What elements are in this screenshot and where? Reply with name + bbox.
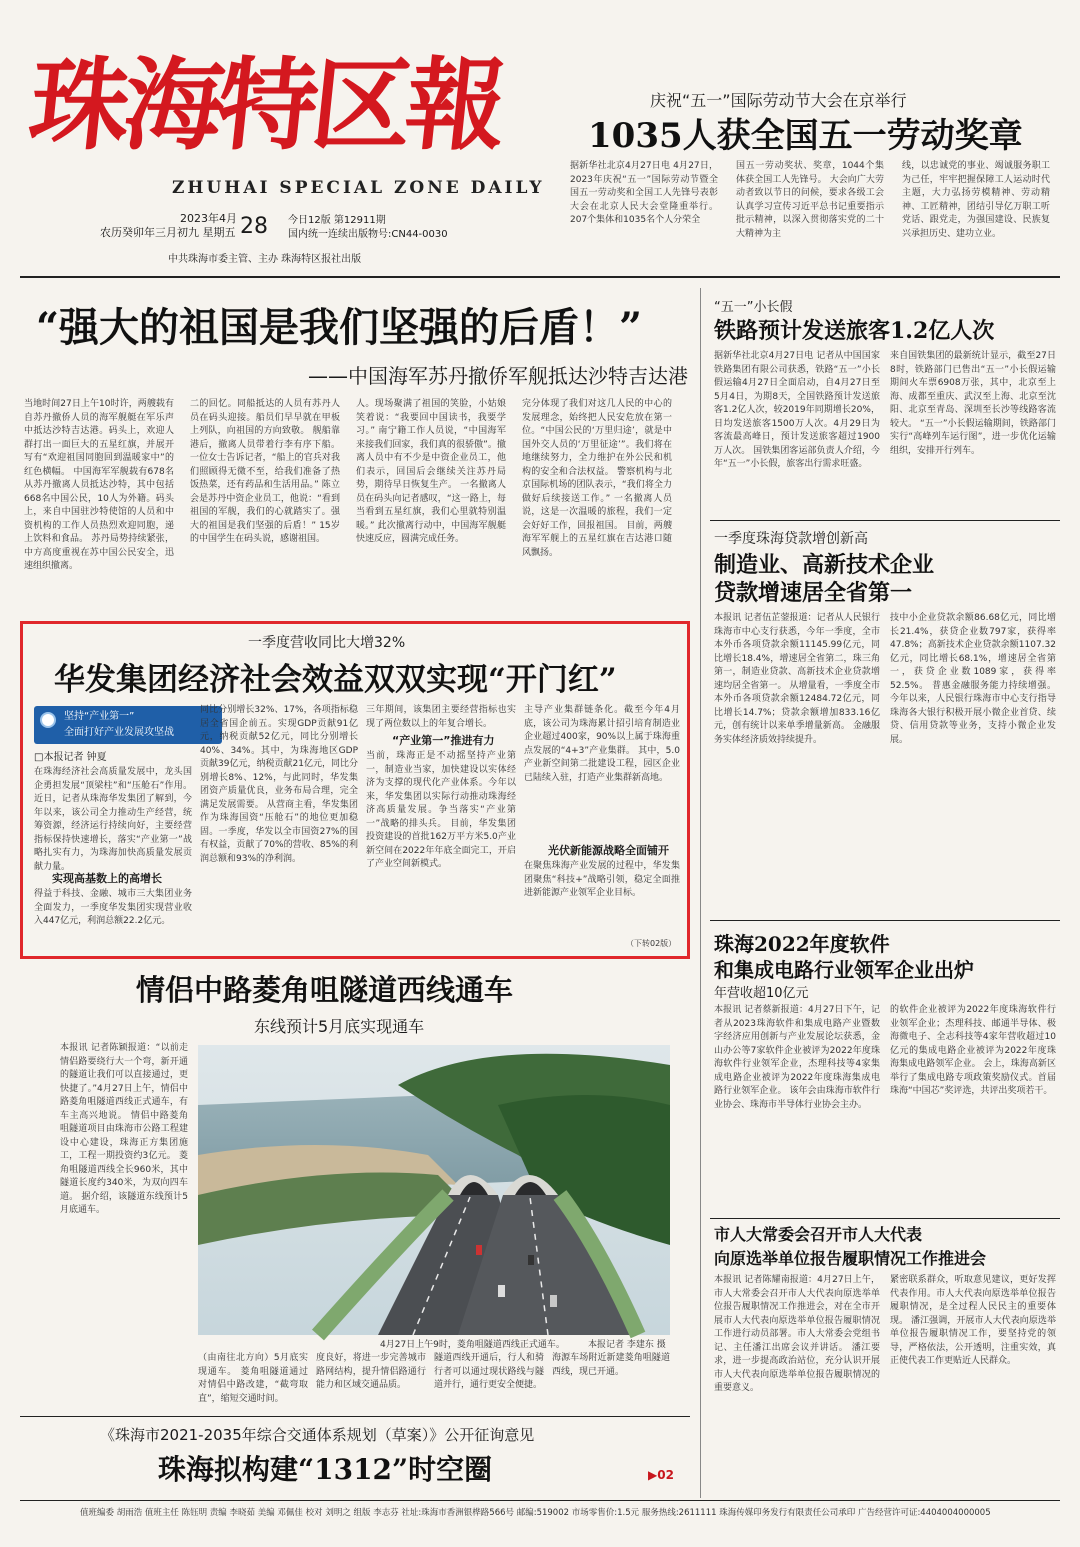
software-divider [710, 1218, 1060, 1219]
huafa-column-1b: 得益于科技、金融、城市三大集团业务全面发力，一季度华发集团实现营业收入447亿元，利润总额22.2亿元。 [34, 889, 192, 926]
holiday-kicker: “五一”小长假 [714, 300, 793, 315]
lead-column-2: 二的回忆。同船抵达的人员有苏丹人员在码头迎接。船员们早早就在甲板上列队，向祖国的方向致敬。 舰船靠港后，撤离人员带着行李有序下船。一位女士告诉记者，“船上的官兵对我们照顾得无微不至，给我们准备了热饭热菜，还有药品和生活用品。” 陈立会是苏丹中资企业员工，他说：“看到祖国的军舰，我们的心就踏实了。强大的祖国是我们坚强的后盾！” 15岁的中国学生在码头说，感谢祖国。 [190, 399, 340, 544]
huafa-headline[interactable]: 华发集团经济社会效益双双实现“开门红” [54, 662, 617, 698]
software-column-1: 本报讯 记者蔡新报道：4月27日下午，记者从2023珠海软件和集成电路产业暨数字经济应用创新与产业发展论坛获悉，金山办公等7家软件企业被评为2022年度珠海软件行业领军企业，杰理科技等4家集成电路企业被评为2022年度珠海集成电路行业领军企业。 该年会由珠海市软件行业协会、珠海市半导体行业协会主办。 [714, 1005, 880, 1110]
transport-divider [20, 1416, 690, 1417]
loan-column-2: 技中小企业贷款余额86.68亿元，同比增长21.4%，获贷企业数797家，获得率47.8%；高新技术企业贷款余额1107.32亿元，同比增长68.1%，增速居全省第一，获贷企业数1089家，获得率52.5%。 普惠金融服务能力持续增强。今年以来，人民银行珠海市中心支行指导珠海各大银行积极开展小微企业首贷、续贷、信用贷款等业务，支持小微企业发展。 [890, 613, 1056, 745]
tunnel-bottom-4: 海源车场附近新建菱角咀隧道西线，现已开通。 [552, 1353, 670, 1377]
labor-kicker: 庆祝“五一”国际劳动节大会在京举行 [650, 91, 907, 110]
labor-headline[interactable]: 1035人获全国五一劳动奖章 [588, 116, 1023, 156]
tunnel-photo [198, 1045, 670, 1335]
lead-headline[interactable]: “强大的祖国是我们坚强的后盾！” [36, 304, 643, 351]
npc-column-1: 本报讯 记者陈耀南报道：4月27日上午，市人大常委会召开市人大代表向原选举单位报告履职情况工作推进会，对在全市开展市人大代表向原选举单位报告履职情况工作进行动员部署。市人大常委会党组书记、主任潘江出席会议并讲话。 潘江要求，进一步提高政治站位，充分认识开展市人大代表向原选举单位报告履职情况的重要意义。 [714, 1275, 880, 1393]
tunnel-subhead: 东线预计5月底实现通车 [254, 1017, 425, 1036]
labor-column-1: 据新华社北京4月27日电 4月27日，2023年庆祝“五一”国际劳动节暨全国五一劳动奖和全国工人先锋号表彰大会在北京人民大会堂隆重举行。 207个集体和1035名个人分荣全 [570, 161, 718, 225]
huafa-continue[interactable]: （下转02版） [626, 939, 677, 948]
masthead-lunar: 农历癸卯年三月初九 星期五 [100, 226, 236, 239]
globe-icon [40, 712, 56, 728]
huafa-column-1: 在珠海经济社会高质量发展中，龙头国企勇担发展“顶梁柱”和“压舱石”作用。近日，记者从珠海华发集团了解到，今年以来，该公司全力推动生产经营，统筹资源，经济运行持续向好，主要经营指标保持快速增长，落实“产业第一”战略扎实有力，为珠海加快高质量发展贡献力量。 [34, 767, 192, 872]
masthead-code: 国内统一连续出版物号:CN44-0030 [288, 229, 448, 240]
masthead-english: ZHUHAI SPECIAL ZONE DAILY [172, 178, 545, 198]
tunnel-bottom-3: 隧道西线开通后，行人和骑行者可以通过现状路线与隧道并行，通行更安全便捷。 [434, 1353, 544, 1390]
transport-kicker: 《珠海市2021-2035年综合交通体系规划（草案）》公开征询意见 [100, 1426, 535, 1444]
huafa-column-4: 主导产业集群链条化。截至今年4月底，该公司为珠海累计招引培育制造业企业超过400家，90%以上属于珠海重点发展的“4+3”产业集群。 其中，5.0产业新空间第二批建设工程，园区企业已陆续入驻，打造产业集群新高地。 [524, 705, 680, 783]
huafa-column-3b: 当前，珠海正是不动摇坚持产业第一，制造业当家，加快建设以实体经济为支撑的现代化产业体系。今年以来，华发集团以实际行动推动珠海经济高质量发展。争当落实“产业第一”战略的排头兵。 目前，华发集团投资建设的首批162万平方米5.0产业新空间在2022年年底全面完工，开启了产业空间新模式。 [366, 751, 516, 869]
masthead-org: 中共珠海市委主管、主办 珠海特区报社出版 [168, 254, 362, 265]
masthead-logo: 珠海特区報 [23, 46, 507, 164]
holiday-divider [710, 520, 1060, 521]
tunnel-photo-caption: 4月27日上午9时，菱角咀隧道西线正式通车。 [380, 1340, 565, 1350]
masthead-pages: 今日12版 第12911期 [288, 215, 386, 226]
tunnel-headline[interactable]: 情侣中路菱角咀隧道西线通车 [136, 973, 514, 1007]
loan-kicker: 一季度珠海贷款增创新高 [714, 531, 868, 547]
software-headline-1[interactable]: 珠海2022年度软件 [714, 932, 890, 956]
masthead-divider [20, 276, 1060, 278]
loan-headline-2[interactable]: 贷款增速居全省第一 [714, 580, 913, 606]
huafa-column-4b: 在聚焦珠海产业发展的过程中，华发集团聚焦“科技+”战略引领，稳定全面推进新能源产业领军企业目标。 [524, 861, 680, 898]
holiday-column-1: 据新华社北京4月27日电 记者从中国国家铁路集团有限公司获悉，铁路“五一”小长假运输4月27日全面启动，自4月27日至5月4日，为期8天，全国铁路预计发送旅客1.2亿人次，较2019年同期增长20%，日均发送旅客1500万人次。4月29日为客流最高峰日，预计发送旅客超过1900万人次。 国铁集团客运部负责人介绍，今年“五一”小长假，旅客出行需求旺盛。 [714, 351, 880, 469]
loan-column-1: 本报讯 记者伍芷蓥报道：记者从人民银行珠海市中心支行获悉，今年一季度，全市本外币各项贷款余额11145.99亿元，同比增长18.4%，增速居全省第二，珠三角第一，制造业贷款、高新技术企业贷款增速均居全省第一。 从增量看，一季度全市本外币各项贷款余额12484.72亿元，同比增长14.7%；贷款余额增加833.16亿元，创有统计以来单季增量新高。 金融服务实体经济质效持续提升。 [714, 613, 880, 745]
huafa-subhead-3: 光伏新能源战略全面铺开 [548, 844, 669, 857]
huafa-subhead-2: “产业第一”推进有力 [392, 734, 495, 747]
huafa-section-badge [34, 706, 222, 744]
tunnel-photo-illustration [198, 1045, 670, 1335]
footer-credits: 值班编委 胡雨浩 值班主任 陈钰明 责编 李晓茹 美编 邓佩佳 校对 刘明之 组版 李志芬 社址:珠海市香洲银桦路566号 邮编:519002 市场零售价:1.5元 服务热线:2611111 珠海传媒印务发行有限责任公司承印 广告经营许可证:4404004000005 [80, 1508, 991, 1518]
masthead-date: 2023年4月 [180, 212, 237, 225]
software-column-2: 的软件企业被评为2022年度珠海软件行业领军企业；杰理科技、邮通半导体、极海微电子、全志科技等4家年营收超过10亿元的集成电路企业被评为2022年度珠海集成电路领军企业。 会上，珠海高新区举行了集成电路专项政策奖励仪式。首届珠海“中国芯”奖评选，共评出奖项若干。 [890, 1005, 1056, 1096]
transport-headline[interactable]: 珠海拟构建“1312”时空圈 [158, 1453, 493, 1486]
tunnel-column-1: 本报讯 记者陈颖报道：“以前走情侣路要绕行大一个弯，新开通的隧道让我们可以直接通过，更快捷了。”4月27日上午，情侣中路菱角咀隧道西线正式通车，有车主高兴地说。 情侣中路菱角咀隧道项目由珠海市公路工程建设中心建设，珠海正方集团施工，工程一期投资约3亿元。 菱角咀隧道西线全长960米，其中隧道长度约340米，为双向四车道。 据介绍，该隧道东线预计5月底通车。 [60, 1043, 188, 1215]
transport-page-link[interactable]: ▶02 [648, 1468, 674, 1482]
huafa-badge-line-2: 全面打好产业发展攻坚战 [64, 727, 174, 738]
tunnel-bottom-1: （由南往北方向）5月底实现通车。 菱角咀隧道通过对情侣中路改建，“截弯取直”，缩短交通时间。 [198, 1353, 308, 1404]
loan-headline-1[interactable]: 制造业、高新技术企业 [714, 552, 935, 578]
masthead-issue-block [288, 214, 448, 242]
npc-column-2: 紧密联系群众，听取意见建议，更好发挥代表作用。市人大代表向原选举单位报告履职情况，是全过程人民民主的重要体现。 潘江强调，开展市人大代表向原选举单位报告履职情况工作，要坚持党的领导，严格依法，公开透明，注重实效，真正使代表工作更贴近人民群众。 [890, 1275, 1056, 1366]
npc-headline-1[interactable]: 市人大常委会召开市人大代表 [714, 1225, 923, 1244]
lead-column-4: 完分体现了我们对这几人民的中心的发展理念，始终把人民安危放在第一位。“中国公民的‘万里归途’，就是中国外交人员的‘万里征途’”。我们将在地继续努力，全力维护在外公民和机构的安全和合法权益。 警察机构与北京国际机场的团队表示，“我们将全力做好后续接送工作。” 一名撤离人员说，这是一次温暖的旅程，我们一定会好好工作，回报祖国。 目前，两艘海军军舰上的五星红旗在吉达港口随风飘扬。 [522, 399, 672, 558]
labor-column-2: 国五一劳动奖状、奖章，1044个集体获全国工人先锋号。 大会向广大劳动者致以节日的问候，要求各级工会认真学习宣传习近平总书记重要指示批示精神，以深入贯彻落实党的二十大精神为主 [736, 161, 884, 239]
huafa-subhead-1: 实现高基数上的高增长 [52, 872, 162, 885]
huafa-badge-line-1: 坚持“产业第一” [64, 711, 135, 722]
footer-divider [20, 1500, 1060, 1501]
huafa-kicker: 一季度营收同比大增32% [248, 635, 406, 651]
lead-column-3: 人。现场聚满了祖国的笑脸，小姑娘笑着说：“我要回中国读书，我要学习。” 南宁籍工作人员说，“中国海军来接我们回家，我们真的很骄傲”。撤离人员中有不少是中资企业员工，他们表示，回国后会继续关注苏丹局势，期待早日恢复生产。 一名撤离人员在码头向记者感叹，“这一路上，每当看到五星红旗，我们心里就特别温暖。” 此次撤离行动中，中国海军舰艇快速反应，圆满完成任务。 [356, 399, 506, 544]
huafa-byline: □本报记者 钟夏 [34, 752, 107, 763]
huafa-column-3: 三年期间，该集团主要经营指标也实现了两位数以上的年复合增长。 [366, 705, 516, 729]
loan-divider [710, 920, 1060, 921]
huafa-column-2: 同比分别增长32%、17%，各项指标稳居全省国企前五。实现GDP贡献91亿元，纳税贡献52亿元，同比分别增长40%、34%。其中，为珠海地区GDP贡献39亿元，纳税贡献21亿元，同比分别增长8%、12%，与此同时，华发集团资产质量优良，业务布局合理，完全满足发展需要。 从营商主看，华发集团作为珠海国资“压舱石”的地位更加稳固。一季度，华发以全市国资27%的国有权益，贡献了70%的营收、85%的利润总额和93%的净利润。 [200, 705, 358, 864]
masthead-date-block [100, 212, 237, 240]
lead-subhead: ——中国海军苏丹撤侨军舰抵达沙特吉达港 [308, 364, 688, 388]
masthead-day: 28 [240, 214, 268, 239]
lead-column-1: 当地时间27日上午10时许，两艘载有自苏丹撤侨人员的海军舰艇在军乐声中抵达沙特吉达港。码头上，欢迎人群打出一面巨大的五星红旗，并展开写有“欢迎祖国同胞回到温暖家中”的红色横幅。 中国海军军舰载有678名从苏丹撤离人员抵达沙特，其中包括668名中国公民，10人为外籍。码头上，来自中国驻沙特使馆的人员和中资机构的工作人员热烈欢迎同胞，递上饮料和食品。 苏丹局势持续紧张，中方高度重视在苏中国公民安全，迅速组织撤离。 [24, 399, 174, 571]
right-column-divider [700, 288, 701, 1498]
holiday-column-2: 来自国铁集团的最新统计显示，截至27日8时，铁路部门已售出“五一”小长假运输期间火车票6908万张，其中，北京至上海、成都至重庆、武汉至上海、北京至沈阳、北京至青岛、深圳至长沙等线路客流较大。 “五一”小长假运输期间，铁路部门实行“高峰列车运行图”，进一步优化运输组织，安排开行列车。 [890, 351, 1056, 456]
tunnel-bottom-2: 度良好，将进一步完善城市路网结构，提升情侣路通行能力和区域交通品质。 [316, 1353, 426, 1390]
labor-column-3: 线，以忠诚党的事业、竭诚服务职工为己任，牢牢把握保障工人运动时代主题，大力弘扬劳模精神、劳动精神、工匠精神，团结引导亿万职工听党话、跟党走，为强国建设、民族复兴承担历史、建功立业。 [902, 161, 1050, 239]
software-kicker: 年营收超10亿元 [714, 986, 809, 1001]
npc-headline-2[interactable]: 向原选举单位报告履职情况工作推进会 [714, 1249, 987, 1268]
tunnel-photo-credit: 本报记者 李建东 摄 [588, 1340, 666, 1350]
software-headline-2[interactable]: 和集成电路行业领军企业出炉 [714, 958, 974, 982]
holiday-headline[interactable]: 铁路预计发送旅客1.2亿人次 [714, 318, 995, 344]
